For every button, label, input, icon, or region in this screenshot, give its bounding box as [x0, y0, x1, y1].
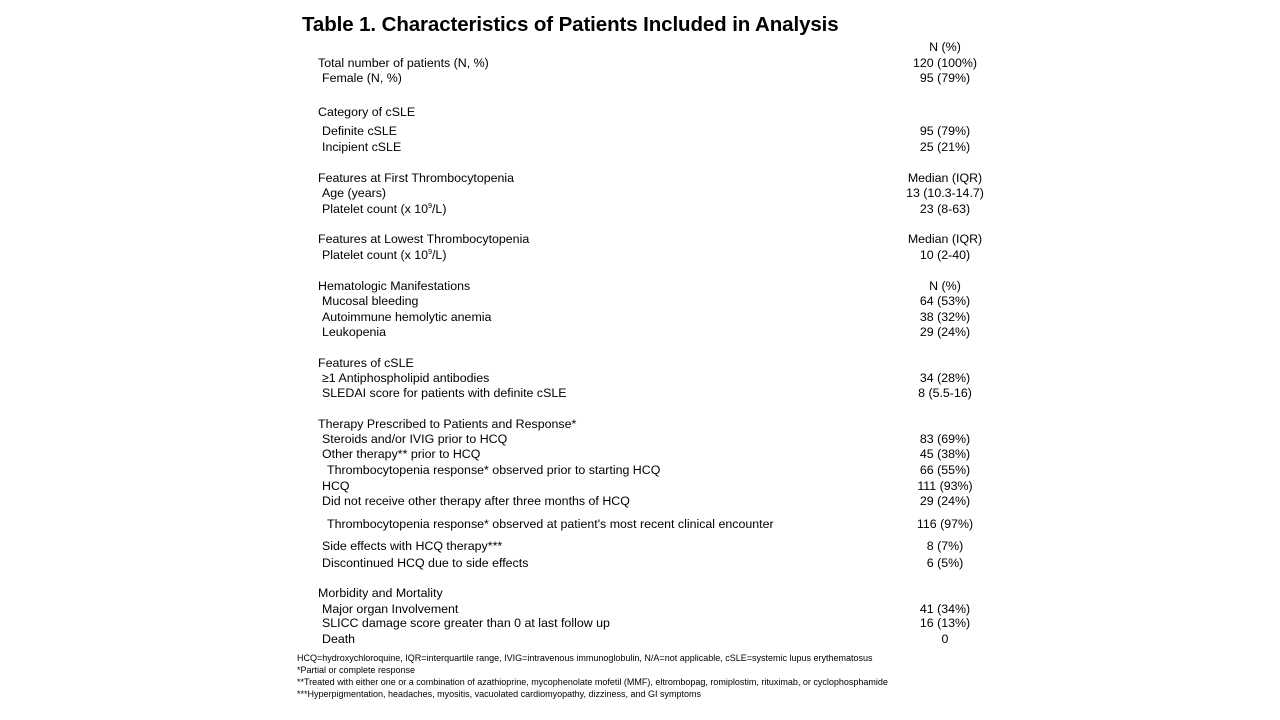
column-header-median-iqr: Median (IQR) — [907, 232, 983, 246]
section-header-row — [0, 278, 1280, 294]
section-header: Therapy Prescribed to Patients and Response* — [318, 417, 577, 431]
row-value: 29 (24%) — [919, 494, 971, 508]
row-value: 8 (5.5-16) — [918, 386, 972, 400]
column-header-median-iqr: Median (IQR) — [907, 171, 983, 185]
footnote-abbreviations: HCQ=hydroxychloroquine, IQR=interquartile range, IVIG=intravenous immunoglobulin, N/A=not applicable, cSLE=systemic lupus erythematosus — [297, 653, 873, 663]
row-label: Steroids and/or IVIG prior to HCQ — [322, 432, 508, 446]
table-row — [0, 123, 1280, 139]
row-label: SLEDAI score for patients with definite cSLE — [322, 386, 567, 400]
table-row — [0, 370, 1280, 386]
section-header: Hematologic Manifestations — [318, 279, 471, 293]
table-row — [0, 631, 1280, 647]
row-label: HCQ — [322, 479, 350, 493]
section-header-row — [0, 231, 1280, 247]
row-value: 16 (13%) — [919, 616, 971, 630]
table-row — [0, 309, 1280, 325]
footnote-side-effects: ***Hyperpigmentation, headaches, myositis, vacuolated cardiomyopathy, dizziness, and GI symptoms — [297, 689, 702, 699]
row-value: 120 (100%) — [912, 56, 978, 70]
row-value: 95 (79%) — [919, 124, 971, 138]
row-value: 29 (24%) — [919, 325, 971, 339]
table-title: Table 1. Characteristics of Patients Included in Analysis — [302, 13, 839, 36]
section-header: Features of cSLE — [318, 356, 414, 370]
table-row — [0, 139, 1280, 155]
row-label: Major organ Involvement — [322, 602, 459, 616]
row-label: Discontinued HCQ due to side effects — [322, 556, 529, 570]
footnote-other-therapy: **Treated with either one or a combination of azathioprine, mycophenolate mofetil (MMF), eltrombopag, romiplostim, rituximab, or cyclophosphamide — [297, 677, 888, 687]
table-row — [0, 615, 1280, 631]
table-row — [0, 538, 1280, 554]
row-label: Total number of patients (N, %) — [318, 56, 489, 70]
row-value: 0 — [941, 632, 949, 646]
row-value: 10 (2-40) — [919, 248, 971, 262]
table-row — [0, 247, 1280, 263]
table-row — [0, 185, 1280, 201]
row-value: 95 (79%) — [919, 71, 971, 85]
footnote-response: *Partial or complete response — [297, 665, 416, 675]
row-label: Death — [322, 632, 356, 646]
section-header: Features at Lowest Thrombocytopenia — [318, 232, 530, 246]
row-label: Autoimmune hemolytic anemia — [322, 310, 492, 324]
row-label: Did not receive other therapy after three months of HCQ — [322, 494, 630, 508]
row-value: 41 (34%) — [919, 602, 971, 616]
row-label: Mucosal bleeding — [322, 294, 419, 308]
row-value: 83 (69%) — [919, 432, 971, 446]
section-header-row — [0, 170, 1280, 186]
row-value: 116 (97%) — [916, 517, 974, 531]
section-header-row — [0, 104, 1280, 120]
table-row — [0, 516, 1280, 532]
row-value: 13 (10.3-14.7) — [906, 186, 984, 200]
row-label: Side effects with HCQ therapy*** — [322, 539, 503, 553]
section-header-row — [0, 585, 1280, 601]
row-value: 66 (55%) — [919, 463, 971, 477]
row-value: 64 (53%) — [919, 294, 971, 308]
row-label: Platelet count (x $10^9/L$) — [322, 202, 447, 216]
row-value: 25 (21%) — [919, 140, 971, 154]
row-value: 34 (28%) — [919, 371, 971, 385]
table-row — [0, 446, 1280, 462]
table-row — [0, 555, 1280, 571]
table-row — [0, 55, 1280, 71]
table-row — [0, 70, 1280, 86]
row-label: Definite cSLE — [322, 124, 398, 138]
section-header: Morbidity and Mortality — [318, 586, 443, 600]
row-value: 6 (5%) — [926, 556, 964, 570]
section-header-row — [0, 416, 1280, 432]
table-row — [0, 385, 1280, 401]
row-label: Other therapy** prior to HCQ — [322, 447, 481, 461]
table-row — [0, 324, 1280, 340]
column-header-n-percent: N (%) — [929, 40, 961, 54]
table-row — [0, 478, 1280, 494]
table-row — [0, 431, 1280, 447]
row-value: 38 (32%) — [919, 310, 971, 324]
table-row — [0, 493, 1280, 509]
row-value: 45 (38%) — [919, 447, 971, 461]
row-label: Thrombocytopenia response* observed at patient's most recent clinical encounter — [327, 517, 774, 531]
section-header: Category of cSLE — [318, 105, 416, 119]
section-header: Features at First Thrombocytopenia — [318, 171, 515, 185]
row-value: 23 (8-63) — [919, 202, 971, 216]
table-row — [0, 293, 1280, 309]
row-label: Platelet count (x $10^9/L$) — [322, 248, 447, 262]
row-label: Incipient cSLE — [322, 140, 402, 154]
row-value: 8 (7%) — [926, 539, 964, 553]
table-row — [0, 39, 1280, 55]
row-label: Female (N, %) — [322, 71, 402, 85]
row-label: SLICC damage score greater than 0 at last follow up — [322, 616, 610, 630]
footnotes — [297, 652, 957, 700]
row-label: Thrombocytopenia response* observed prior to starting HCQ — [327, 463, 661, 477]
row-label: Age (years) — [322, 186, 387, 200]
row-value: 111 (93%) — [917, 479, 973, 493]
row-label: ≥1 Antiphospholipid antibodies — [322, 371, 490, 385]
section-header-row — [0, 355, 1280, 371]
column-header-n-percent: N (%) — [929, 279, 961, 293]
table-row — [0, 201, 1280, 217]
row-label: Leukopenia — [322, 325, 387, 339]
table-row — [0, 462, 1280, 478]
